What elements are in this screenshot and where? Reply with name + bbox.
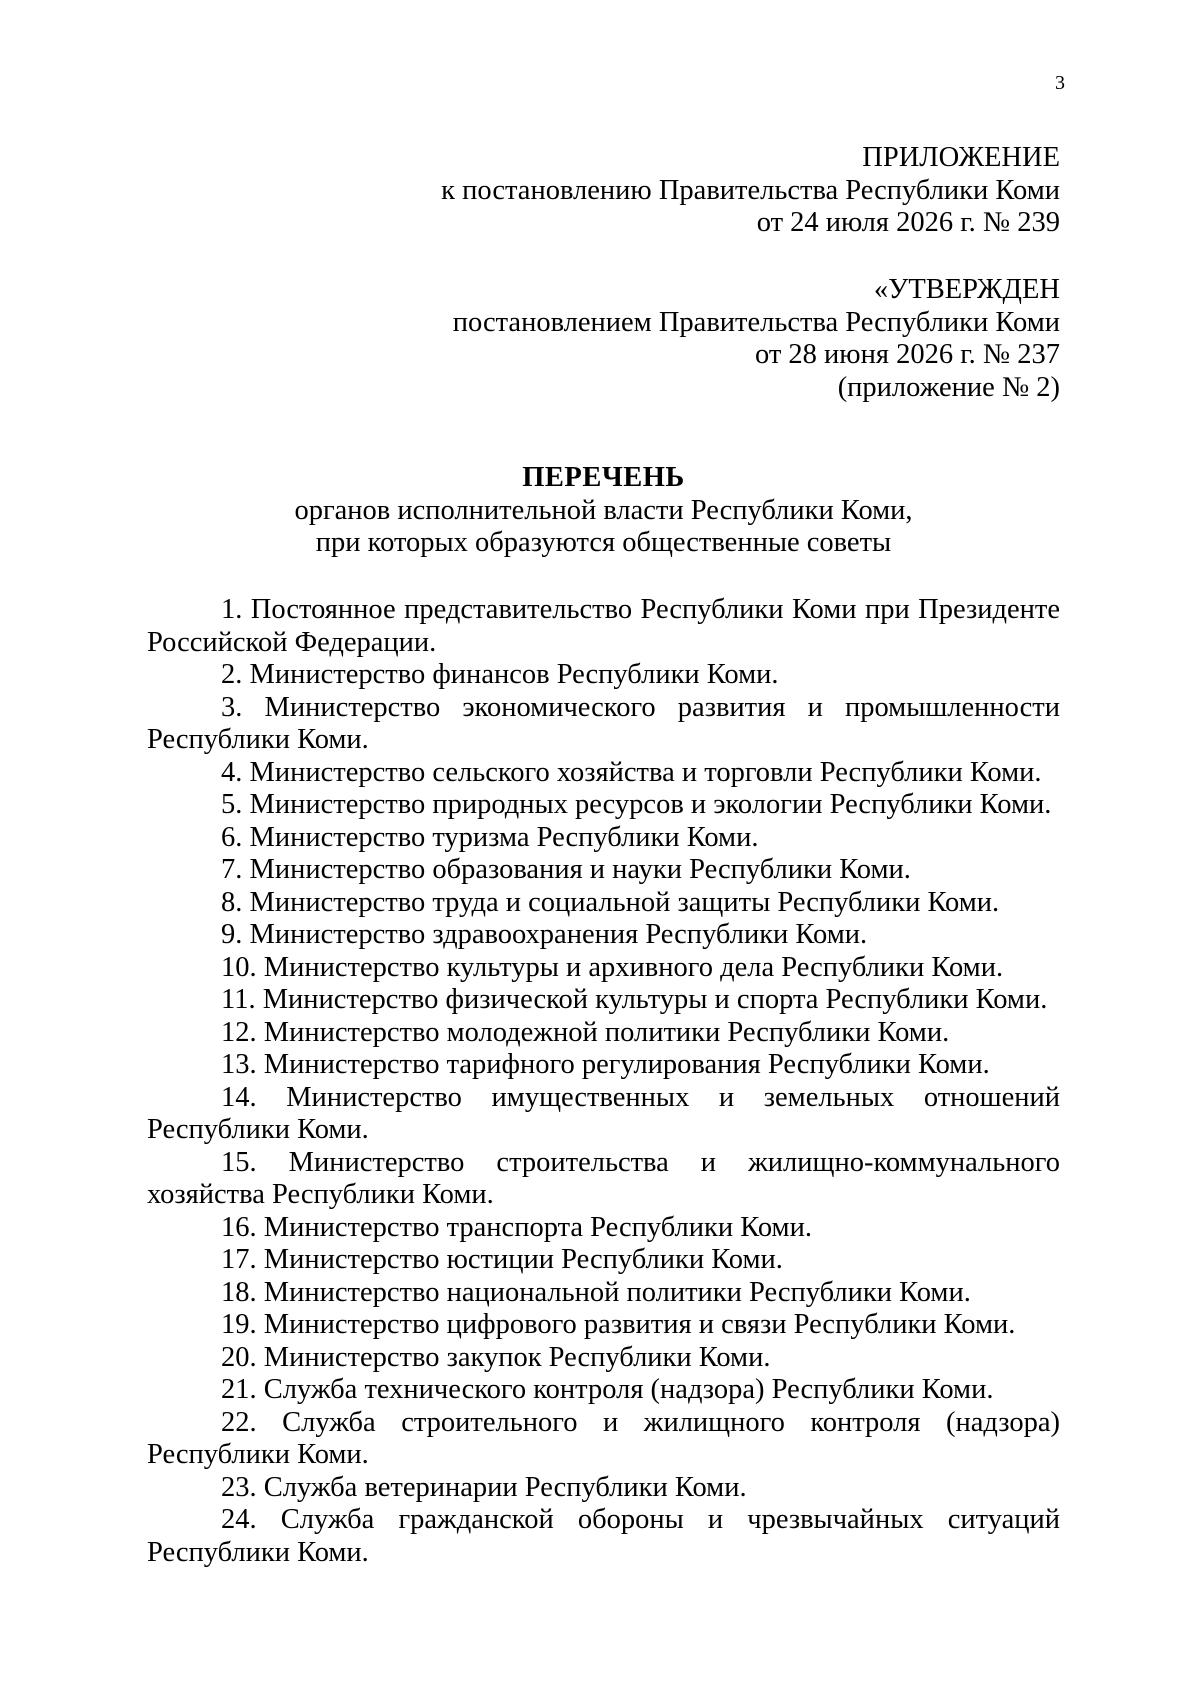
list-item: 8. Министерство труда и социальной защиты Республики Коми. xyxy=(221,886,1000,918)
list-item: 22. Служба строительного и жилищного контроля (надзора) Республики Коми. xyxy=(147,1406,1060,1470)
appendix-header xyxy=(400,142,1060,240)
approved-line-3: (приложение № 2) xyxy=(837,371,1060,403)
list-item: 5. Министерство природных ресурсов и экологии Республики Коми. xyxy=(221,789,1052,820)
list-item: 7. Министерство образования и науки Республики Коми. xyxy=(221,854,911,885)
list-title xyxy=(147,462,1060,560)
list-item: 23. Служба ветеринарии Республики Коми. xyxy=(221,1471,747,1503)
list-item: 16. Министерство транспорта Республики Коми. xyxy=(221,1211,812,1243)
list-item: 19. Министерство цифрового развития и связи Республики Коми. xyxy=(221,1309,1016,1340)
list-item: 4. Министерство сельского хозяйства и торговли Республики Коми. xyxy=(221,756,1042,788)
approved-header xyxy=(400,274,1060,404)
list-item: 20. Министерство закупок Республики Коми. xyxy=(221,1341,771,1373)
list-item: 18. Министерство национальной политики Республики Коми. xyxy=(221,1276,971,1308)
list-item: 1. Постоянное представительство Республики Коми при Президенте Российской Федерации. xyxy=(147,594,1060,658)
list-item: 3. Министерство экономического развития и промышленности Республики Коми. xyxy=(147,691,1060,755)
page-number: 3 xyxy=(1055,72,1065,94)
list-item: 15. Министерство строительства и жилищно-коммунального хозяйства Республики Коми. xyxy=(147,1146,1060,1210)
approved-line-1: постановлением Правительства Республики Коми xyxy=(452,306,1060,338)
list-item: 6. Министерство туризма Республики Коми. xyxy=(221,821,759,853)
list-item: 9. Министерство здравоохранения Республики Коми. xyxy=(221,919,868,950)
list-item: 11. Министерство физической культуры и спорта Республики Коми. xyxy=(221,984,1048,1015)
list-item: 14. Министерство имущественных и земельных отношений Республики Коми. xyxy=(147,1081,1060,1145)
list-item: 10. Министерство культуры и архивного дела Республики Коми. xyxy=(221,951,1004,983)
list-title-sub-2: при которых образуются общественные советы xyxy=(315,527,892,558)
appendix-line-2: от 24 июля 2026 г. № 239 xyxy=(756,207,1060,238)
list-item: 24. Служба гражданской обороны и чрезвычайных ситуаций Республики Коми. xyxy=(147,1504,1060,1568)
list-title-sub-1: органов исполнительной власти Республики Коми, xyxy=(294,494,913,526)
list-item: 13. Министерство тарифного регулирования Республики Коми. xyxy=(221,1049,990,1080)
appendix-line-1: к постановлению Правительства Республики Коми xyxy=(441,174,1060,206)
list-item: 12. Министерство молодежной политики Республики Коми. xyxy=(221,1016,950,1048)
list-item: 21. Служба технического контроля (надзора) Республики Коми. xyxy=(221,1374,994,1405)
approved-line-2: от 28 июня 2026 г. № 237 xyxy=(754,339,1060,370)
appendix-title: ПРИЛОЖЕНИЕ xyxy=(862,142,1060,173)
approved-title: «УТВЕРЖДЕН xyxy=(873,274,1060,305)
list-item: 17. Министерство юстиции Республики Коми. xyxy=(221,1244,783,1275)
list-item: 2. Министерство финансов Республики Коми. xyxy=(221,659,779,690)
list-title-main: ПЕРЕЧЕНЬ xyxy=(522,462,685,493)
agencies-list xyxy=(147,594,1060,1569)
